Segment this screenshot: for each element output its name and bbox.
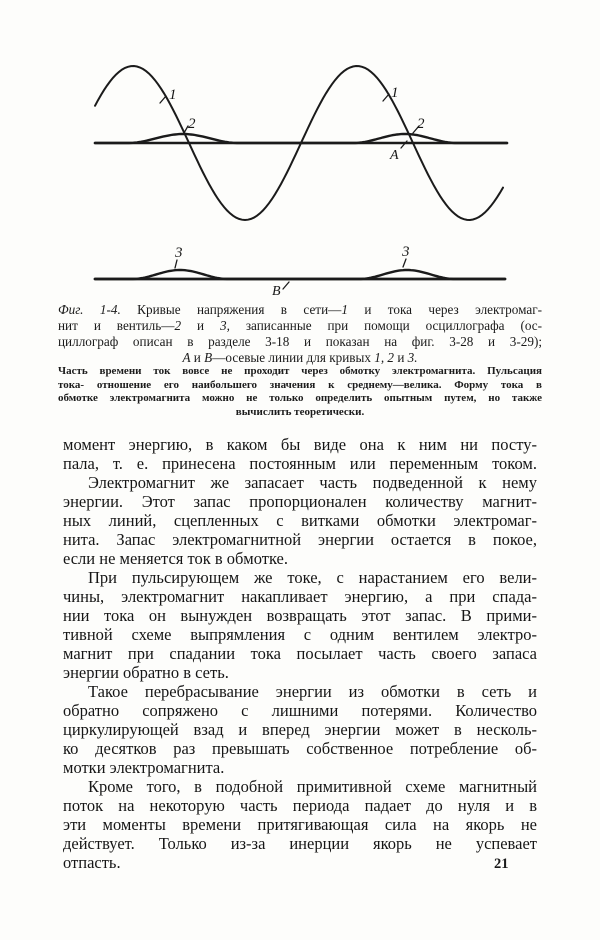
caption-segment: записанные при помощи осциллографа (ос-: [229, 318, 542, 333]
figure-caption: [58, 302, 542, 366]
body-line: отпасть.: [63, 853, 121, 872]
body-line: поток на некоторую часть периода падает до нуля и в: [63, 796, 537, 815]
figure-oscillogram: [85, 46, 515, 304]
body-line: Такое перебрасывание энергии из обмотки в сеть и: [88, 682, 537, 701]
caption-segment: циллограф описан в разделе 3-18 и показан на фиг. 3-28 и 3-29);: [58, 334, 542, 349]
footnote-line: тока- отношение его наибольшего значения к среднему—велика. Форму тока в: [58, 378, 542, 391]
caption-segment: 1: [341, 302, 348, 317]
caption-segment: В: [204, 350, 213, 365]
body-line: обратно сопряжено с лишними потерями. Количество: [63, 701, 537, 720]
caption-segment: —осевые линии для кривых: [212, 350, 375, 365]
svg-text:2: 2: [188, 116, 196, 132]
body-line: энергии обратно в сеть.: [63, 663, 229, 682]
body-line: мотки электромагнита.: [63, 758, 225, 777]
caption-segment: нит и вентиль—: [58, 318, 175, 333]
svg-text:A: A: [390, 148, 399, 163]
caption-segment: А: [182, 350, 191, 365]
caption-segment: Фиг. 1-4.: [58, 302, 121, 317]
body-line: тивной схеме выпрямления с одним вентилем электро-: [63, 625, 537, 644]
svg-text:1: 1: [391, 85, 399, 101]
body-line: пала, т. е. принесена постоянным или переменным током.: [63, 454, 537, 473]
footnote-line: обмотке электромагнита можно не только определить опытным путем, но также: [58, 392, 542, 404]
caption-line: [58, 334, 542, 350]
caption-segment: и тока через электромаг-: [347, 302, 542, 317]
body-line: действует. Только из-за инерции якорь не успевает: [63, 834, 537, 853]
caption-segment: 3,: [220, 318, 230, 333]
body-line: ных линий, сцепленных с витками обмотки электромаг-: [63, 511, 537, 530]
body-text: [63, 435, 537, 872]
caption-segment: и: [394, 350, 408, 365]
body-line: эти моменты времени притягивающая сила на якорь не: [63, 815, 537, 834]
body-line: Кроме того, в подобной примитивной схеме магнитный: [88, 777, 537, 796]
caption-line: [58, 302, 542, 318]
svg-text:1: 1: [169, 87, 177, 103]
figure-footnote: [58, 365, 542, 419]
body-line: Электромагнит же запасает часть подведенной к нему: [88, 473, 537, 492]
footnote-line: вычислить теоретически.: [235, 405, 365, 418]
svg-text:B: B: [272, 284, 281, 299]
page-number: 21: [494, 856, 509, 872]
body-line: чины, электромагнит накапливает энергию, а при спада-: [63, 587, 537, 606]
body-line: циркулирующей взад и вперед энергии может в несколь-: [63, 720, 537, 739]
footnote-line: Часть времени ток вовсе не проходит через обмотку электромагнита. Пульсация: [58, 365, 542, 377]
caption-segment: 2: [174, 318, 182, 333]
svg-text:3: 3: [175, 245, 183, 261]
caption-line: [58, 350, 542, 366]
body-line: При пульсирующем же токе, с нарастанием его вели-: [88, 568, 537, 587]
body-line: ко десятков раз превышать собственное потребление об-: [63, 739, 537, 758]
body-line: энергии. Этот запас пропорционален количеству магнит-: [63, 492, 537, 511]
caption-segment: и: [190, 350, 205, 365]
body-line: магнит при спадании тока посылает часть своего запаса: [63, 644, 537, 663]
body-line: нии тока он вынужден возвращать этот запас. В прими-: [63, 606, 537, 625]
body-line: момент энергию, в каком бы виде она к ним ни посту-: [63, 435, 537, 454]
caption-segment: 3.: [407, 350, 418, 365]
caption-segment: и: [181, 318, 221, 333]
svg-text:2: 2: [417, 116, 425, 132]
svg-text:3: 3: [402, 244, 410, 260]
caption-line: [58, 318, 542, 334]
caption-segment: Кривые напряжения в сети—: [120, 302, 342, 317]
body-line: нита. Запас электромагнитной энергии остается в покое,: [63, 530, 537, 549]
caption-segment: 1, 2: [374, 350, 395, 365]
body-line: если не меняется ток в обмотке.: [63, 549, 289, 568]
